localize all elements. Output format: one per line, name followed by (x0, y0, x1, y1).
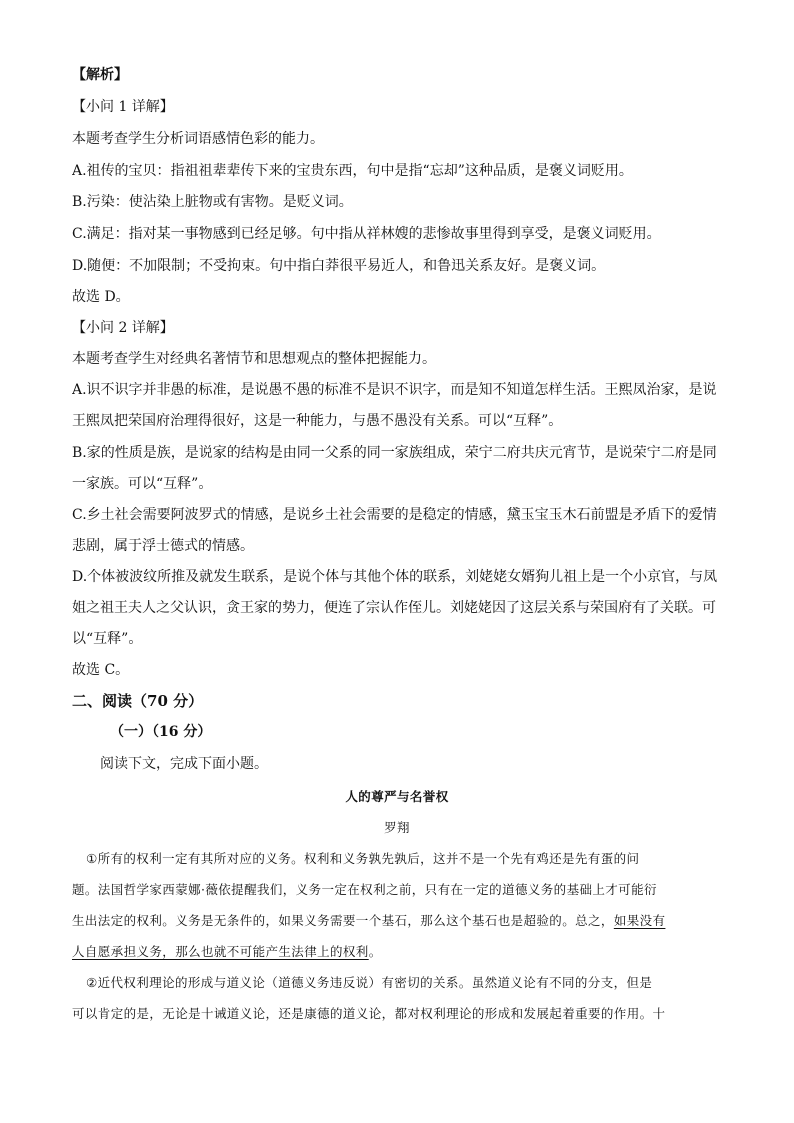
part-title: （一）（16 分） (110, 724, 212, 740)
article-paragraph-2-line: ②近代权利理论的形成与道义论（道德义务违反说）有密切的关系。虽然道义论有不同的分支，但是 (86, 975, 653, 990)
q1-line: B.污染：使沾染上脏物或有害物。是贬义词。 (72, 194, 353, 210)
q2-answer: 故选 C。 (72, 662, 130, 678)
q1-answer: 故选 D。 (72, 289, 130, 305)
article-paragraph-1-line: 题。法国哲学家西蒙娜·薇依提醒我们，义务一定在权利之前，只有在一定的道德义务的基础上才可能衍 (72, 882, 657, 897)
q2-line: C.乡土社会需要阿波罗式的情感，是说乡土社会需要的是稳定的情感，黛玉宝玉木石前盟是矛盾下的爱情 (72, 507, 717, 523)
q2-line: D.个体被波纹所推及就发生联系，是说个体与其他个体的联系，刘姥姥女婿狗儿祖上是一个小京官，与凤 (72, 569, 718, 585)
q2-line: 王熙凤把荣国府治理得很好，这是一种能力，与愚不愚没有关系。可以“互释”。 (72, 413, 563, 429)
article-paragraph-1-line: ①所有的权利一定有其所对应的义务。权利和义务孰先孰后，这并不是一个先有鸡还是先有蛋的问 (86, 851, 640, 866)
q2-line: B.家的性质是族，是说家的结构是由同一父系的同一家族组成，荣宁二府共庆元宵节，是说荣宁二府是同 (72, 445, 717, 461)
section-title: 二、阅读（70 分） (72, 692, 204, 710)
q2-line: 本题考查学生对经典名著情节和思想观点的整体把握能力。 (72, 351, 436, 367)
article-paragraph-1-line (72, 942, 722, 962)
q2-line: 姐之祖王夫人之父认识，贪王家的势力，便连了宗认作侄儿。刘姥姥因了这层关系与荣国府有了关联。可 (72, 600, 716, 616)
reading-instruction: 阅读下文，完成下面小题。 (100, 756, 268, 772)
q1-heading: 【小问 1 详解】 (72, 99, 174, 115)
underlined-sentence: 如果没有 (613, 913, 666, 928)
article-title: 人的尊严与名誉权 (345, 789, 449, 804)
analysis-heading: 【解析】 (72, 67, 128, 83)
q2-heading: 【小问 2 详解】 (72, 320, 174, 336)
article-author: 罗翔 (384, 820, 410, 835)
article-paragraph-2-line: 可以肯定的是，无论是十诫道义论，还是康德的道义论，都对权利理论的形成和发展起着重要的作用。十 (72, 1006, 666, 1021)
article-text: 。 (368, 944, 382, 959)
article-text: 生出法定的权利。义务是无条件的，如果义务需要一个基石，那么这个基石也是超验的。总之， (72, 913, 614, 928)
q1-line: C.满足：指对某一事物感到已经足够。句中指从祥林嫂的悲惨故事里得到享受，是褒义词贬用。 (72, 226, 661, 242)
q1-line: D.随便：不加限制；不受拘束。句中指白莽很平易近人，和鲁迅关系友好。是褒义词。 (72, 258, 606, 274)
q2-line: 一家族。可以“互释”。 (72, 476, 213, 492)
q2-line: A.识不识字并非愚的标准，是说愚不愚的标准不是识不识字，而是知不知道怎样生活。王熙凤治家，是说 (72, 382, 717, 398)
q1-line: 本题考查学生分析词语感情色彩的能力。 (72, 131, 324, 147)
q2-line: 以“互释”。 (72, 631, 143, 647)
q1-line: A.祖传的宝贝：指祖祖辈辈传下来的宝贵东西，句中是指“忘却”这种品质，是褒义词贬用。 (72, 163, 633, 179)
q2-line: 悲剧，属于浮士德式的情感。 (72, 538, 254, 554)
underlined-sentence: 人自愿承担义务，那么也就不可能产生法律上的权利 (72, 944, 369, 959)
article-paragraph-1-line (72, 911, 722, 931)
